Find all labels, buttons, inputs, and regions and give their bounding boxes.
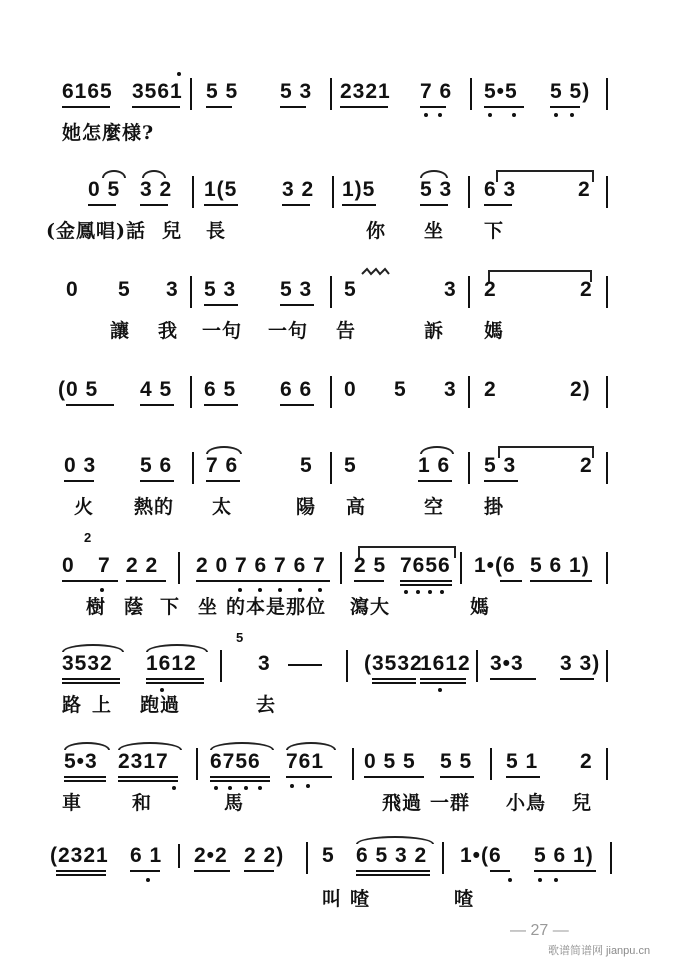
note-group: 2 (580, 750, 593, 773)
note-group: 1•(6 (460, 844, 502, 867)
underline (140, 204, 168, 206)
lyric: 和 (132, 792, 153, 814)
note-group: (2321 (50, 844, 109, 867)
lyric: 讓 (110, 320, 131, 342)
hold-dash (288, 664, 322, 666)
barline (442, 842, 444, 874)
underline (64, 776, 106, 778)
lyric: 火 (74, 496, 95, 518)
underline (66, 404, 114, 406)
lyric: (金鳳唱)話 (46, 220, 146, 242)
note-group: 5 3 (204, 278, 237, 301)
note-group: 5 3 (420, 178, 453, 201)
note-group: 2 5 (354, 554, 387, 577)
lyric: 兒 (572, 792, 593, 814)
note-group: 5 6 (140, 454, 173, 477)
note-group: 6 3 (484, 178, 517, 201)
slur (146, 644, 208, 652)
underline (484, 106, 524, 108)
octave-dot (538, 878, 542, 882)
note-group: 1612 (146, 652, 197, 675)
underline (354, 580, 384, 582)
barline (490, 748, 492, 780)
note-group: 2317 (118, 750, 169, 773)
note-group: 5 (344, 278, 357, 301)
underline (64, 480, 94, 482)
barline (470, 78, 472, 110)
note-group: 5 (322, 844, 335, 867)
tie (358, 546, 456, 558)
lyric: 坐 (198, 596, 219, 618)
underline (206, 480, 240, 482)
lyric: 喳 (350, 888, 371, 910)
octave-dot (278, 588, 282, 592)
octave-dot (290, 784, 294, 788)
barline (178, 844, 180, 868)
lyric-row-3 (0, 318, 690, 358)
barline (196, 748, 198, 780)
underline (140, 404, 174, 406)
note-group: 4 5 (140, 378, 173, 401)
note-group: 7 6 (206, 454, 239, 477)
underline (372, 682, 416, 684)
note-group: 3532 (62, 652, 113, 675)
lyric: 熱的 (134, 496, 175, 518)
barline (606, 176, 608, 208)
lyric-row-6 (0, 594, 690, 634)
note-group: 3 2 (282, 178, 315, 201)
note-group: 3561 (132, 80, 183, 103)
lyric: 一群 (430, 792, 471, 814)
watermark: 歌谱简谱网 jianpu.cn (548, 945, 651, 957)
octave-dot (238, 588, 242, 592)
underline (118, 780, 178, 782)
barline (606, 650, 608, 682)
underline (490, 678, 536, 680)
note-group: 2•2 (194, 844, 228, 867)
lyric-row-8 (0, 790, 690, 830)
note-group: (0 5 (58, 378, 99, 401)
underline (490, 870, 510, 872)
lyric: 你 (366, 220, 387, 242)
octave-dot (570, 113, 574, 117)
notation-row-3 (0, 276, 690, 316)
note-group: 0 (62, 554, 75, 577)
underline (194, 870, 230, 872)
note-group: 3 2 (140, 178, 173, 201)
note-group: 7656 (400, 554, 451, 577)
tie (498, 446, 594, 458)
underline (530, 580, 592, 582)
underline (400, 584, 452, 586)
grace-note: 5 (236, 630, 244, 645)
barline (330, 452, 332, 484)
note-group: 5 5 (440, 750, 473, 773)
notation-row-6 (0, 530, 690, 592)
note-group: 5 5) (550, 80, 591, 103)
octave-dot (512, 113, 516, 117)
underline (130, 870, 160, 872)
octave-dot (100, 588, 104, 592)
barline (468, 176, 470, 208)
underline (146, 682, 204, 684)
underline (506, 776, 540, 778)
slur (356, 836, 434, 844)
note-group: 6 6 (280, 378, 313, 401)
lyric: 蔭 (124, 596, 145, 618)
lyric: 媽 (484, 320, 505, 342)
note-group: 3 (444, 378, 457, 401)
page-number: — 27 — (510, 922, 569, 939)
barline (468, 376, 470, 408)
lyric: 我 (158, 320, 179, 342)
underline (62, 580, 118, 582)
note-group: 1)5 (342, 178, 376, 201)
notation-row-7 (0, 630, 690, 690)
underline (286, 776, 332, 778)
note-group: 6 1 (130, 844, 163, 867)
underline (64, 780, 106, 782)
lyric: 她怎麼様? (62, 122, 155, 144)
octave-dot (298, 588, 302, 592)
underline (244, 870, 274, 872)
note-group: 6756 (210, 750, 261, 773)
underline (550, 106, 580, 108)
note-group: 5 6 1) (534, 844, 594, 867)
lyric: 路 (62, 694, 83, 716)
underline (132, 106, 180, 108)
barline (192, 452, 194, 484)
underline (280, 106, 306, 108)
slur (102, 170, 126, 178)
slur (286, 742, 336, 750)
lyric: 陽 (296, 496, 317, 518)
note-group: 1(5 (204, 178, 238, 201)
underline (56, 870, 106, 872)
lyric: 喳 (454, 888, 475, 910)
note-group: 3•3 (490, 652, 524, 675)
lyric: 坐 (424, 220, 445, 242)
underline (484, 480, 518, 482)
note-group: 2 (484, 378, 497, 401)
octave-dot (424, 113, 428, 117)
note-group: 0 3 (64, 454, 97, 477)
octave-dot (554, 113, 558, 117)
grace-note: 2 (84, 530, 92, 545)
lyric: 告 (336, 320, 357, 342)
lyric: 樹 (86, 596, 107, 618)
lyric: 空 (424, 496, 445, 518)
lyric: 長 (206, 220, 227, 242)
note-group: 0 5 (88, 178, 121, 201)
octave-dot (146, 878, 150, 882)
barline (606, 376, 608, 408)
lyric-row-2 (0, 218, 690, 258)
note-group: 5 3 (280, 80, 313, 103)
note-group: 0 5 5 (364, 750, 416, 773)
note-group: 2321 (340, 80, 391, 103)
underline (210, 780, 270, 782)
barline (606, 748, 608, 780)
underline (440, 776, 474, 778)
underline (420, 682, 466, 684)
slur (118, 742, 182, 750)
note-group: 3 3) (560, 652, 601, 675)
note-group: 6 5 3 2 (356, 844, 428, 867)
underline (88, 204, 116, 206)
note-group: 5•5 (484, 80, 518, 103)
barline (178, 552, 180, 584)
lyric: 的本是那位 (226, 596, 327, 618)
underline (356, 874, 430, 876)
slur (420, 446, 454, 454)
barline (610, 842, 612, 874)
tie (496, 170, 594, 182)
lyric: 下 (160, 596, 181, 618)
octave-dot (438, 113, 442, 117)
note-group: 5 (344, 454, 357, 477)
note-group: 5 (118, 278, 131, 301)
underline (356, 870, 430, 872)
barline (606, 78, 608, 110)
barline (476, 650, 478, 682)
underline (364, 776, 424, 778)
note-group: 2 (484, 278, 497, 301)
lyric: 飛過 (382, 792, 423, 814)
underline (280, 304, 314, 306)
underline (280, 404, 314, 406)
lyric: 上 (92, 694, 113, 716)
underline (204, 404, 238, 406)
lyric: 跑過 (140, 694, 181, 716)
barline (352, 748, 354, 780)
barline (606, 452, 608, 484)
lyric: 訴 (424, 320, 445, 342)
underline (400, 580, 452, 582)
underline (372, 678, 416, 680)
notation-row-8 (0, 748, 690, 788)
barline (332, 176, 334, 208)
barline (190, 276, 192, 308)
slur (142, 170, 166, 178)
note-group: 761 (286, 750, 325, 773)
note-group: (3532 (364, 652, 423, 675)
underline (206, 106, 232, 108)
barline (346, 650, 348, 682)
note-group: 7 (98, 554, 111, 577)
slur (210, 742, 274, 750)
underline (340, 106, 388, 108)
lyric-row-9 (0, 886, 690, 926)
lyric-row-7 (0, 692, 690, 732)
lyric-row-1 (0, 120, 690, 160)
barline (468, 452, 470, 484)
lyric-row-5 (0, 494, 690, 534)
underline (126, 580, 166, 582)
note-group: 2 (580, 278, 593, 301)
barline (190, 78, 192, 110)
note-group: 7 6 (420, 80, 453, 103)
underline (500, 580, 522, 582)
octave-dot (318, 588, 322, 592)
note-group: 6 5 (204, 378, 237, 401)
underline (146, 678, 204, 680)
note-group: 5 (394, 378, 407, 401)
note-group: 5•3 (64, 750, 98, 773)
underline (196, 580, 330, 582)
lyric: 一句 (202, 320, 243, 342)
barline (330, 276, 332, 308)
note-group: 5 1 (506, 750, 539, 773)
barline (220, 650, 222, 682)
lyric: 兒 (162, 220, 183, 242)
underline (56, 874, 106, 876)
note-group: 3 (258, 652, 271, 675)
lyric: 一句 (268, 320, 309, 342)
note-group: 5 3 (484, 454, 517, 477)
octave-dot (488, 113, 492, 117)
notation-row-5 (0, 452, 690, 492)
underline (210, 776, 270, 778)
note-group: 5 (300, 454, 313, 477)
barline (468, 276, 470, 308)
lyric: 掛 (484, 496, 505, 518)
underline (420, 204, 448, 206)
lyric: 叫 (322, 888, 343, 910)
note-group: 2 0 7 6 7 6 7 (196, 554, 326, 577)
note-group: 5 6 1) (530, 554, 590, 577)
lyric: 媽 (470, 596, 491, 618)
lyric: 高 (346, 496, 367, 518)
underline (204, 304, 238, 306)
barline (190, 376, 192, 408)
lyric: 車 (62, 792, 83, 814)
lyric: 去 (256, 694, 277, 716)
note-group: 2 (578, 178, 591, 201)
underline (484, 204, 512, 206)
note-group: 3 (166, 278, 179, 301)
underline (418, 480, 452, 482)
barline (606, 276, 608, 308)
note-group: 5 5 (206, 80, 239, 103)
underline (62, 678, 120, 680)
note-group: 0 (66, 278, 79, 301)
underline (204, 204, 238, 206)
underline (118, 776, 178, 778)
note-group: 2 2) (244, 844, 285, 867)
octave-dot (554, 878, 558, 882)
note-group: 2 (580, 454, 593, 477)
underline (420, 106, 446, 108)
underline (342, 204, 376, 206)
lyric: 馬 (224, 792, 245, 814)
slur (62, 644, 124, 652)
note-group: 6165 (62, 80, 113, 103)
lyric: 太 (212, 496, 233, 518)
notation-row-2 (0, 176, 690, 216)
lyric: 小鳥 (506, 792, 547, 814)
underline (62, 682, 120, 684)
trill-mark (360, 260, 392, 278)
octave-dot (258, 588, 262, 592)
barline (330, 78, 332, 110)
barline (192, 176, 194, 208)
note-group: 2) (570, 378, 591, 401)
underline (560, 678, 594, 680)
underline (62, 106, 110, 108)
lyric: 下 (484, 220, 505, 242)
note-group: 2 2 (126, 554, 159, 577)
tie (488, 270, 592, 282)
note-group: 1612 (420, 652, 471, 675)
slur (64, 742, 110, 750)
note-group: 1•(6 (474, 554, 516, 577)
notation-row-9 (0, 842, 690, 882)
slur (420, 170, 448, 178)
barline (340, 552, 342, 584)
notation-row-1 (0, 78, 690, 118)
underline (534, 870, 596, 872)
note-group: 5 3 (280, 278, 313, 301)
note-group: 3 (444, 278, 457, 301)
slur (206, 446, 242, 454)
barline (606, 552, 608, 584)
octave-dot (508, 878, 512, 882)
octave-dot (177, 72, 181, 76)
octave-dot (306, 784, 310, 788)
notation-row-4 (0, 376, 690, 416)
note-group: 0 (344, 378, 357, 401)
barline (306, 842, 308, 874)
lyric: 瀉大 (350, 596, 391, 618)
underline (282, 204, 310, 206)
barline (460, 552, 462, 584)
note-group: 1 6 (418, 454, 451, 477)
barline (330, 376, 332, 408)
underline (140, 480, 174, 482)
underline (420, 678, 466, 680)
